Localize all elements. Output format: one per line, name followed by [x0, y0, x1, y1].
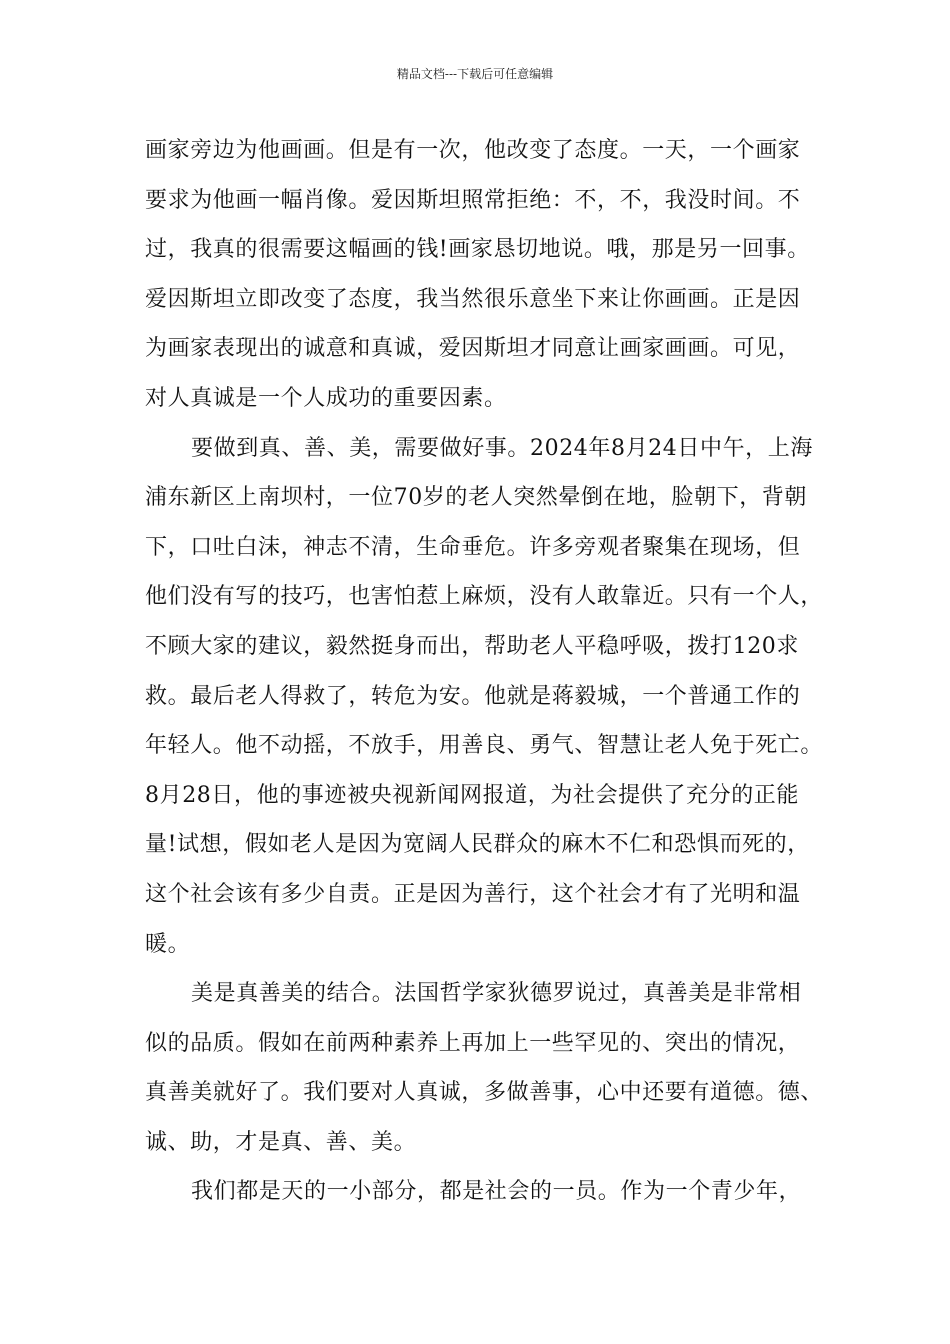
text-line: 爱因斯坦立即改变了态度，我当然很乐意坐下来让你画画。正是因 [145, 286, 801, 312]
text-line: 下，口吐白沫，神志不清，生命垂危。许多旁观者聚集在现场，但 [145, 534, 801, 560]
text-line: 暖。 [145, 931, 191, 957]
text-line: 量!试想，假如老人是因为宽阔人民群众的麻木不仁和恐惧而死的， [145, 832, 810, 858]
text-line: 画家旁边为他画画。但是有一次，他改变了态度。一天，一个画家 [145, 138, 801, 163]
paragraph-start-line: 要做到真、善、美，需要做好事。2024年8月24日中午，上海 [191, 435, 813, 461]
text-line: 年轻人。他不动摇，不放手，用善良、勇气、智慧让老人免于死亡。 [145, 733, 824, 759]
document-body [145, 133, 824, 1224]
text-line: 为画家表现出的诚意和真诚，爱因斯坦才同意让画家画画。可见， [145, 336, 801, 362]
text-line: 诚、助，才是真、善、美。 [145, 1129, 417, 1155]
paragraph-start-line: 我们都是天的一小部分，都是社会的一员。作为一个青少年， [191, 1179, 802, 1205]
text-line: 这个社会该有多少自责。正是因为善行，这个社会才有了光明和温 [145, 881, 801, 907]
text-line: 8月28日，他的事迹被央视新闻网报道，为社会提供了充分的正能 [145, 782, 799, 808]
text-line: 不顾大家的建议，毅然挺身而出，帮助老人平稳呼吸，拨打120求 [145, 633, 799, 659]
text-line: 他们没有写的技巧，也害怕惹上麻烦，没有人敢靠近。只有一个人， [145, 584, 824, 610]
text-line: 真善美就好了。我们要对人真诚，多做善事，心中还要有道德。德、 [145, 1080, 824, 1106]
text-line: 对人真诚是一个人成功的重要因素。 [145, 385, 507, 411]
text-line: 浦东新区上南坝村，一位70岁的老人突然晕倒在地，脸朝下，背朝 [145, 485, 807, 511]
page-header: 精品文档---下载后可任意编辑 [396, 67, 554, 81]
text-line: 似的品质。假如在前两种素养上再加上一些罕见的、突出的情况， [145, 1030, 801, 1056]
text-line: 救。最后老人得救了，转危为安。他就是蒋毅城，一个普通工作的 [145, 683, 801, 709]
text-line: 过，我真的很需要这幅画的钱!画家恳切地说。哦，那是另一回事。 [145, 237, 810, 263]
paragraph-start-line: 美是真善美的结合。法国哲学家狄德罗说过，真善美是非常相 [191, 981, 802, 1007]
text-line: 要求为他画一幅肖像。爱因斯坦照常拒绝：不，不，我没时间。不 [145, 187, 801, 213]
